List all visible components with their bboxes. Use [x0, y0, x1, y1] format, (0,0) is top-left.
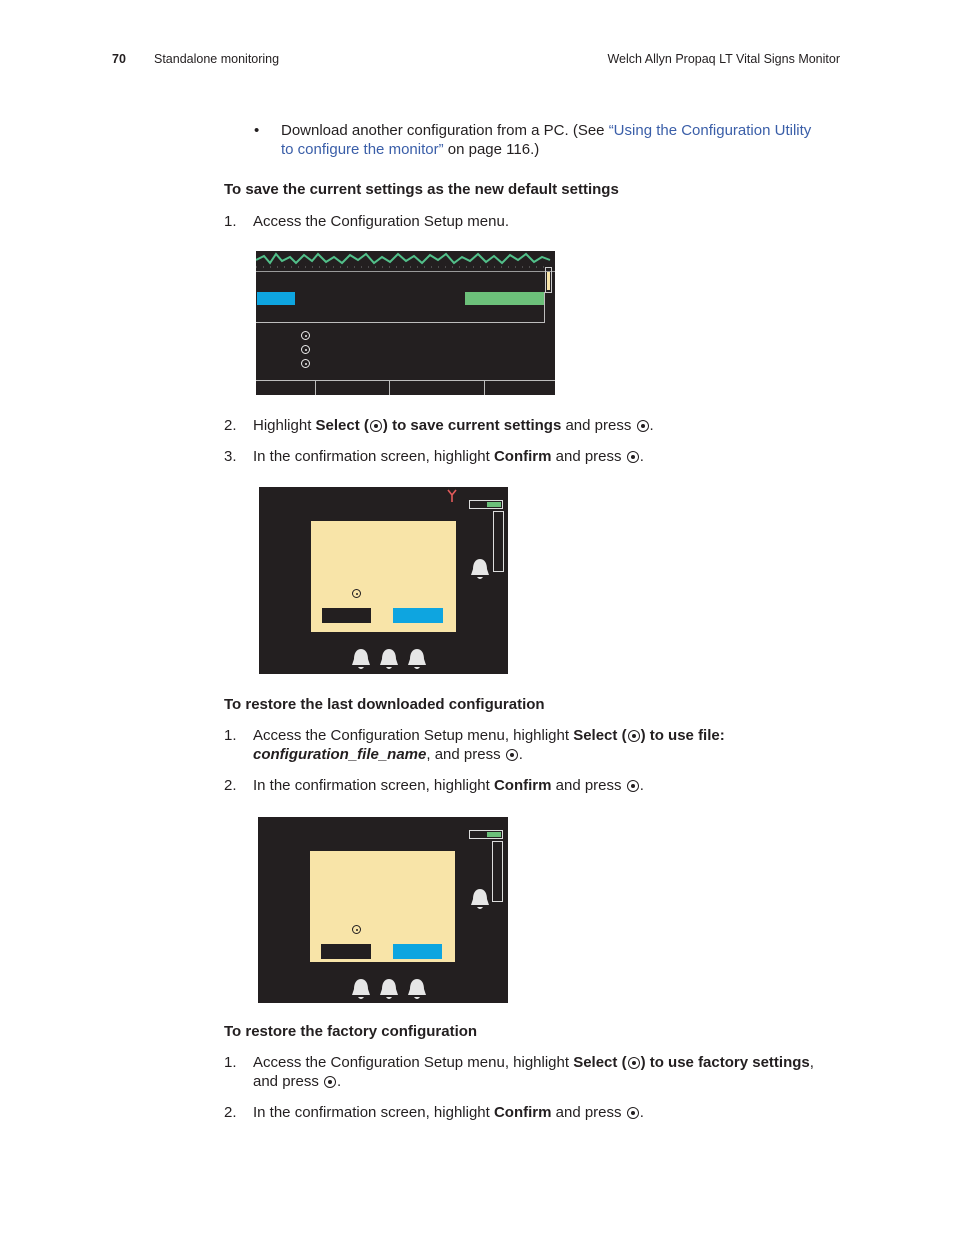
cancel-button[interactable]	[321, 944, 371, 959]
select-knob-icon	[627, 780, 639, 792]
select-knob-icon	[506, 749, 518, 761]
bell-icon	[350, 647, 372, 671]
step-number: 2.	[224, 1104, 237, 1121]
page-number: 70	[112, 52, 126, 66]
confirm-button[interactable]	[393, 608, 443, 623]
config-setup-screen	[256, 251, 555, 395]
waveform-strip	[256, 251, 555, 271]
heading-restore-factory: To restore the factory configuration	[224, 1023, 478, 1040]
level-meter	[492, 841, 503, 902]
battery-icon	[469, 500, 503, 509]
confirm-dialog	[310, 851, 455, 962]
step-text: In the confirmation screen, highlight Confirm and press .	[253, 1104, 644, 1121]
select-knob-icon	[627, 451, 639, 463]
step-number: 1.	[224, 1054, 237, 1071]
step-number: 1.	[224, 727, 237, 744]
select-knob-icon	[370, 420, 382, 432]
scrollbar[interactable]	[545, 267, 552, 293]
step-number: 3.	[224, 448, 237, 465]
select-knob-icon	[628, 730, 640, 742]
select-knob-icon[interactable]	[352, 589, 361, 598]
section-name: Standalone monitoring	[154, 52, 280, 66]
bell-icon	[469, 887, 491, 911]
step-text: Access the Configuration Setup menu, highlight Select ( ) to use file: configuration_file_name, and press .	[253, 727, 725, 763]
confirmation-screen-save	[259, 487, 508, 674]
select-knob-icon[interactable]	[352, 925, 361, 934]
bell-icon	[378, 647, 400, 671]
step-number: 2.	[224, 777, 237, 794]
select-knob-icon	[628, 1057, 640, 1069]
highlight-tab-green[interactable]	[465, 292, 544, 305]
bell-icon	[378, 977, 400, 1001]
antenna-icon	[446, 489, 458, 503]
highlight-tab-blue[interactable]	[257, 292, 295, 305]
heading-restore-last: To restore the last downloaded configuration	[224, 696, 545, 713]
heading-save-settings: To save the current settings as the new default settings	[224, 181, 619, 198]
confirmation-screen-restore	[258, 817, 508, 1003]
battery-icon	[469, 830, 503, 839]
step-text: Access the Configuration Setup menu, highlight Select ( ) to use factory settings, and press .	[253, 1054, 814, 1090]
level-meter	[493, 511, 504, 572]
bullet-text: Download another configuration from a PC. (See “Using the Configuration Utility to configure the monitor” on page 116.)	[281, 122, 812, 158]
bell-icon	[406, 647, 428, 671]
config-utility-link-cont[interactable]: to configure the monitor”	[281, 141, 444, 158]
bullet-mark: •	[254, 122, 260, 139]
select-knob-icon[interactable]	[301, 331, 310, 340]
bell-icon	[406, 977, 428, 1001]
confirm-button[interactable]	[393, 944, 442, 959]
step-text: Access the Configuration Setup menu.	[253, 213, 509, 230]
select-knob-icon[interactable]	[301, 345, 310, 354]
cancel-button[interactable]	[322, 608, 371, 623]
bell-icon	[469, 557, 491, 581]
step-text: In the confirmation screen, highlight Confirm and press .	[253, 448, 644, 465]
select-knob-icon	[627, 1107, 639, 1119]
config-utility-link[interactable]: “Using the Configuration Utility	[608, 122, 812, 139]
document-title: Welch Allyn Propaq LT Vital Signs Monitor	[607, 52, 840, 66]
step-text: In the confirmation screen, highlight Confirm and press .	[253, 777, 644, 794]
bell-icon	[350, 977, 372, 1001]
step-number: 1.	[224, 213, 237, 230]
select-knob-icon	[637, 420, 649, 432]
select-knob-icon[interactable]	[301, 359, 310, 368]
step-text: Highlight Select ( ) to save current settings and press .	[253, 417, 654, 434]
select-knob-icon	[324, 1076, 336, 1088]
step-number: 2.	[224, 417, 237, 434]
confirm-dialog	[311, 521, 456, 632]
